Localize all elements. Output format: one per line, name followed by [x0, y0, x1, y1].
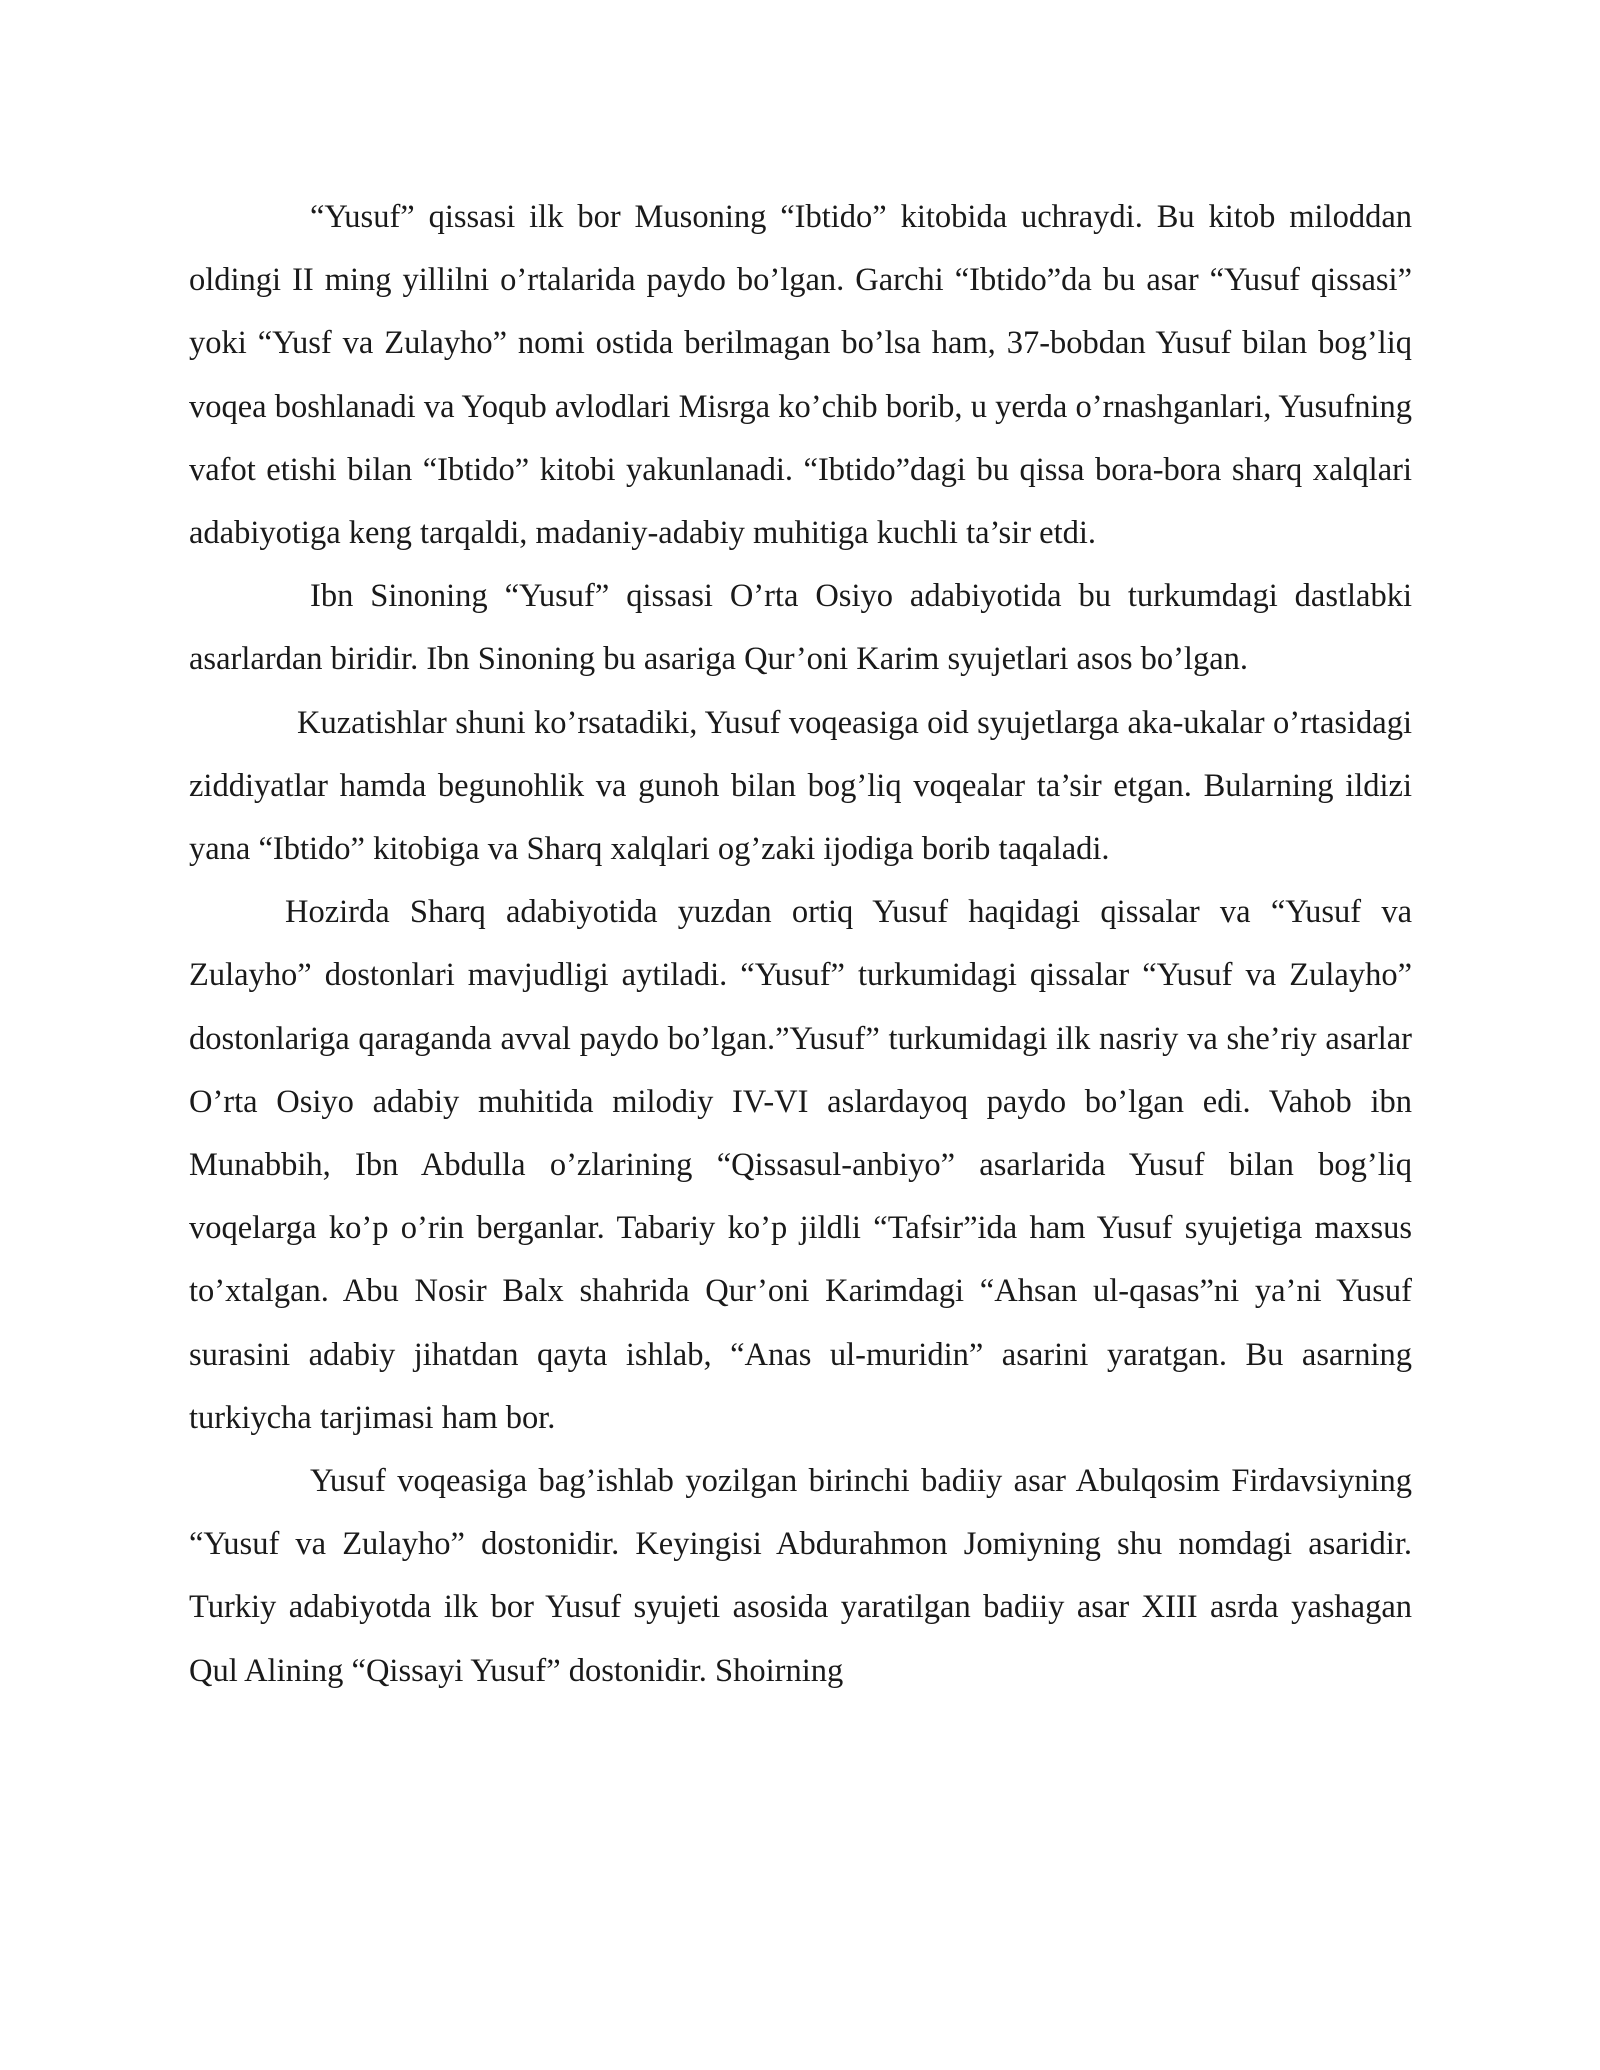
paragraph-2: Ibn Sinoning “Yusuf” qissasi O’rta Osiyo adabiyotida bu turkumdagi dastlabki asarlardan biridir. Ibn Sinoning bu asariga Qur’oni Karim syujetlari asos bo’lgan.	[189, 578, 1412, 678]
document-body	[189, 186, 1412, 1703]
paragraph-1: “Yusuf” qissasi ilk bor Musoning “Ibtido” kitobida uchraydi. Bu kitob miloddan oldingi II ming yillilni o’rtalarida paydo bo’lgan. Garchi “Ibtido”da bu asar “Yusuf qissasi” yoki “Yusf va Zulayho” nomi ostida berilmagan bo’lsa ham, 37-bobdan Yusuf bilan bog’liq voqea boshlanadi va Yoqub avlodlari Misrga ko’chib borib, u yerda o’rnashganlari, Yusufning vafot etishi bilan “Ibtido” kitobi yakunlanadi. “Ibtido”dagi bu qissa bora-bora sharq xalqlari adabiyotiga keng tarqaldi, madaniy-adabiy muhitiga kuchli ta’sir etdi.	[189, 199, 1412, 552]
paragraph-5: Yusuf voqeasiga bag’ishlab yozilgan birinchi badiiy asar Abulqosim Firdavsiyning “Yusuf va Zulayho” dostonidir. Keyingisi Abdurahmon Jomiyning shu nomdagi asaridir. Turkiy adabiyotda ilk bor Yusuf syujeti asosida yaratilgan badiiy asar XIII asrda yashagan Qul Alining “Qissayi Yusuf” dostonidir. Shoirning	[189, 1463, 1412, 1689]
paragraph-4: Hozirda Sharq adabiyotida yuzdan ortiq Yusuf haqidagi qissalar va “Yusuf va Zulayho” dostonlari mavjudligi aytiladi. “Yusuf” turkumidagi qissalar “Yusuf va Zulayho” dostonlariga qaraganda avval paydo bo’lgan.”Yusuf” turkumidagi ilk nasriy va she’riy asarlar O’rta Osiyo adabiy muhitida milodiy IV-VI aslardayoq paydo bo’lgan edi. Vahob ibn Munabbih, Ibn Abdulla o’zlarining “Qissasul-anbiyo” asarlarida Yusuf bilan bog’liq voqelarga ko’p o’rin berganlar. Tabariy ko’p jildli “Tafsir”ida ham Yusuf syujetiga maxsus to’xtalgan. Abu Nosir Balx shahrida Qur’oni Karimdagi “Ahsan ul-qasas”ni ya’ni Yusuf surasini adabiy jihatdan qayta ishlab, “Anas ul-muridin” asarini yaratgan. Bu asarning turkiycha tarjimasi ham bor.	[189, 894, 1412, 1436]
paragraph-3: Kuzatishlar shuni ko’rsatadiki, Yusuf voqeasiga oid syujetlarga aka-ukalar o’rtasidagi ziddiyatlar hamda begunohlik va gunoh bilan bog’liq voqealar ta’sir etgan. Bularning ildizi yana “Ibtido” kitobiga va Sharq xalqlari og’zaki ijodiga borib taqaladi.	[189, 704, 1412, 868]
